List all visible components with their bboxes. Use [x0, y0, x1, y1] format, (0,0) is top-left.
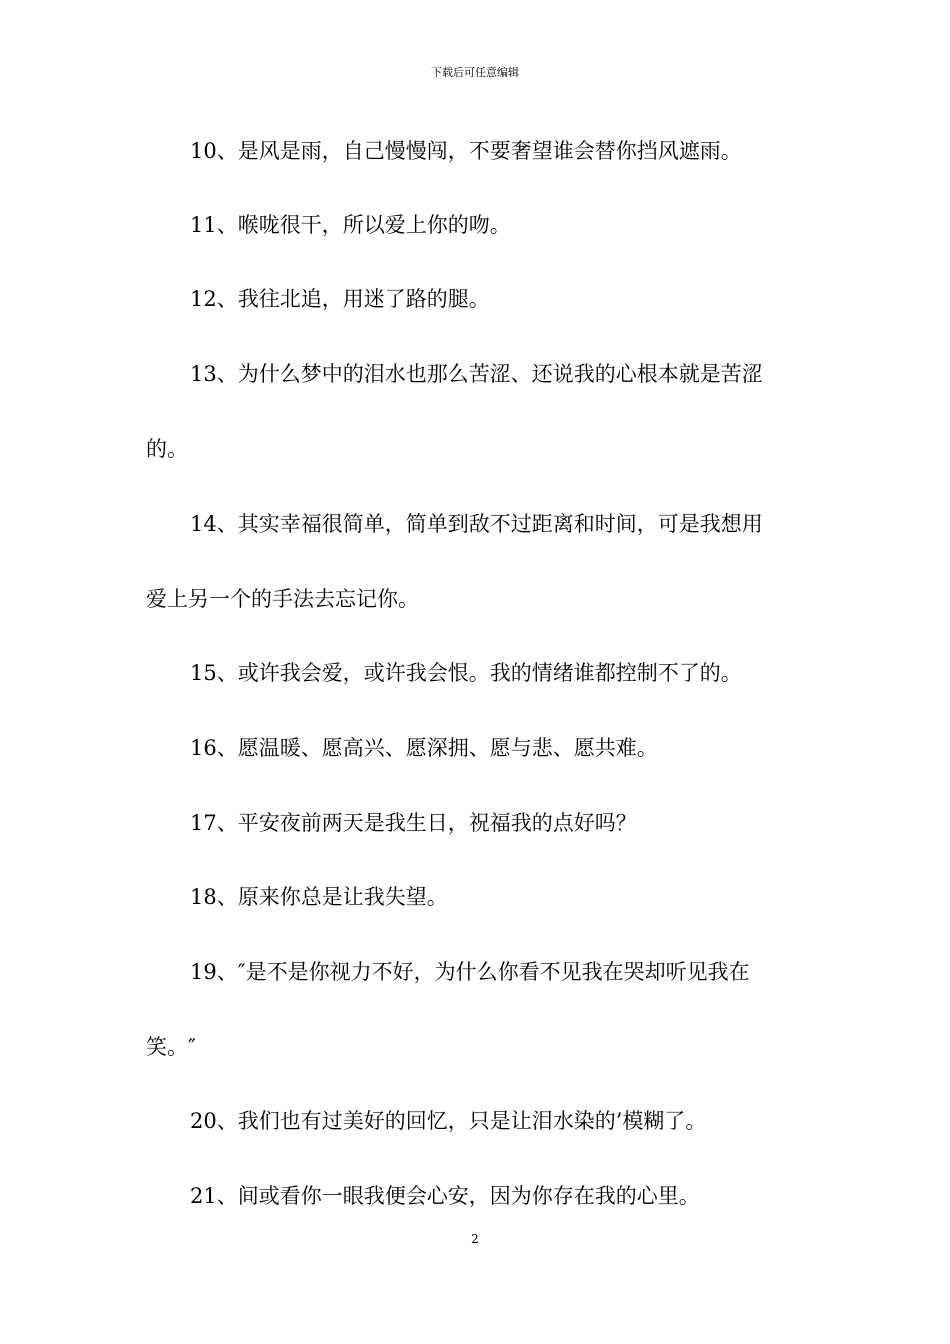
quote-line-19: 19、″是不是你视力不好，为什么你看不见我在哭却听见我在 — [190, 960, 750, 984]
quote-line-14-cont: 爱上另一个的手法去忘记你。 — [146, 587, 419, 611]
quote-line-15: 15、或许我会爱，或许我会恨。我的情绪谁都控制不了的。 — [190, 661, 742, 685]
page-header: 下载后可任意编辑 — [431, 66, 519, 79]
quote-line-18: 18、原来你总是让我失望。 — [190, 885, 448, 909]
quote-line-13-cont: 的。 — [146, 437, 188, 461]
quote-line-20: 20、我们也有过美好的回忆，只是让泪水染的’模糊了。 — [190, 1109, 707, 1133]
page-number: 2 — [471, 1232, 479, 1246]
quote-line-10: 10、是风是雨，自己慢慢闯，不要奢望谁会替你挡风遮雨。 — [190, 139, 742, 163]
quote-line-21: 21、间或看你一眼我便会心安，因为你存在我的心里。 — [190, 1184, 700, 1208]
quote-line-19-cont: 笑。″ — [146, 1035, 196, 1059]
quote-line-13: 13、为什么梦中的泪水也那么苦涩、还说我的心根本就是苦涩 — [190, 362, 763, 386]
quote-line-11: 11、喉咙很干，所以爱上你的吻。 — [190, 213, 511, 237]
quote-line-14: 14、其实幸福很简单，简单到敌不过距离和时间，可是我想用 — [190, 512, 763, 536]
quote-line-16: 16、愿温暖、愿高兴、愿深拥、愿与悲、愿共难。 — [190, 736, 658, 760]
quote-line-17: 17、平安夜前两天是我生日，祝福我的点好吗？ — [190, 811, 637, 835]
quote-line-12: 12、我往北追，用迷了路的腿。 — [190, 287, 490, 311]
